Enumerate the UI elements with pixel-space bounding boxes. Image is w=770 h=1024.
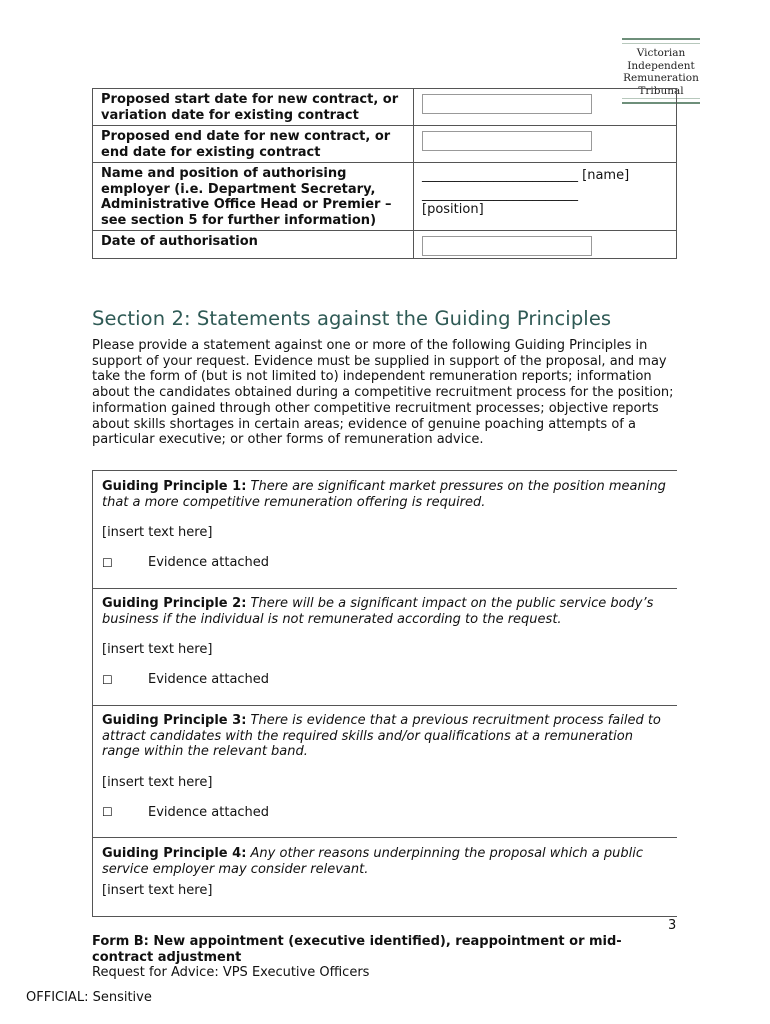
guiding-principles-box [92, 470, 677, 917]
contract-details-table [92, 88, 677, 259]
row-label: Date of authorisation [93, 231, 414, 259]
table-row [93, 126, 677, 163]
evidence-label: Evidence attached [148, 555, 270, 570]
evidence-label: Evidence attached [148, 804, 270, 820]
authoriser-name-line[interactable]: ________________________ [name] [422, 168, 630, 183]
table-row [93, 163, 677, 231]
end-date-field[interactable] [422, 131, 592, 151]
principle-text [102, 713, 672, 760]
section-intro: Please provide a statement against one or more of the following Guiding Principles in support of your request. Evidence must be supplied in support of the proposal, and may take the form of (but is not limited to) independent remuneration reports; information about the candidates obtained during a competitive recruitment process for the position; information gained through other competitive recruitment processes; objective reports about skills shortages in certain areas; evidence of genuine poaching attempts of a particular executive; or other forms of remuneration advice. [92, 338, 674, 448]
principle-statement: There are significant market pressures on the position meaning that a more competitive remuneration offering is required. [102, 479, 666, 510]
insert-text-field[interactable]: [insert text here] [102, 774, 213, 790]
divider [93, 837, 677, 838]
evidence-label: Evidence attached [148, 672, 270, 687]
row-label: Proposed end date for new contract, or end date for existing contract [93, 126, 414, 163]
principle-title: Guiding Principle 4: [102, 846, 247, 861]
principle-title: Guiding Principle 1: [102, 479, 247, 494]
principle-text [102, 479, 672, 510]
logo-rule-top-thin [622, 43, 700, 44]
logo-rule-top [622, 38, 700, 40]
evidence-checkbox[interactable]: ☐ [102, 805, 113, 819]
principle-text [102, 846, 672, 877]
guiding-principle-3 [102, 713, 672, 820]
logo-line: Independent [627, 59, 695, 72]
classification-label: OFFICIAL: Sensitive [26, 990, 152, 1005]
principle-title: Guiding Principle 2: [102, 596, 247, 611]
authoriser-position-label: [position] [422, 202, 484, 217]
principle-statement: There is evidence that a previous recruitment process failed to attract candidates with the required skills and/or qualifications at a remuneration range within the relevant band. [102, 713, 661, 759]
principle-statement: Any other reasons underpinning the proposal which a public service employer may consider relevant. [102, 846, 644, 877]
authoriser-position-line[interactable]: ________________________ [422, 187, 578, 202]
form-title: Form B: New appointment (executive identified), reappointment or mid-contract adjustment [92, 934, 622, 965]
principle-statement: There will be a significant impact on the public service body’s business if the individual is not remunerated according to the request. [102, 596, 654, 627]
form-subtitle: Request for Advice: VPS Executive Officers [92, 965, 370, 980]
principle-text [102, 596, 672, 627]
start-date-field[interactable] [422, 94, 592, 114]
evidence-row [102, 555, 672, 570]
row-value-cell [414, 126, 677, 163]
logo-line: Remuneration [623, 72, 699, 84]
evidence-checkbox[interactable]: ☐ [102, 672, 113, 687]
page-number: 3 [668, 918, 677, 933]
divider [93, 588, 677, 589]
guiding-principle-1 [102, 479, 672, 570]
insert-text-field[interactable]: [insert text here] [102, 883, 213, 898]
footer [92, 934, 682, 981]
section-heading: Section 2: Statements against the Guiding Principles [92, 307, 612, 330]
guiding-principle-2 [102, 596, 672, 687]
table-row [93, 89, 677, 126]
table-row [93, 231, 677, 259]
row-value-cell [414, 89, 677, 126]
evidence-row [102, 672, 672, 687]
row-label: Proposed start date for new contract, or variation date for existing contract [93, 89, 414, 126]
row-value-cell [414, 163, 677, 231]
insert-text-field[interactable]: [insert text here] [102, 642, 213, 657]
evidence-row [102, 805, 672, 820]
logo-line: Tribunal [638, 84, 684, 97]
row-value-cell [414, 231, 677, 259]
evidence-checkbox[interactable]: ☐ [102, 555, 113, 570]
divider [93, 705, 677, 706]
logo-line: Victorian [636, 47, 686, 59]
principle-title: Guiding Principle 3: [102, 713, 247, 728]
authorisation-date-field[interactable] [422, 236, 592, 256]
guiding-principle-4 [102, 846, 672, 898]
row-label: Name and position of authorising employer (i.e. Department Secretary, Administrative Office Head or Premier – see section 5 for further information) [93, 163, 414, 231]
insert-text-field[interactable]: [insert text here] [102, 525, 213, 540]
